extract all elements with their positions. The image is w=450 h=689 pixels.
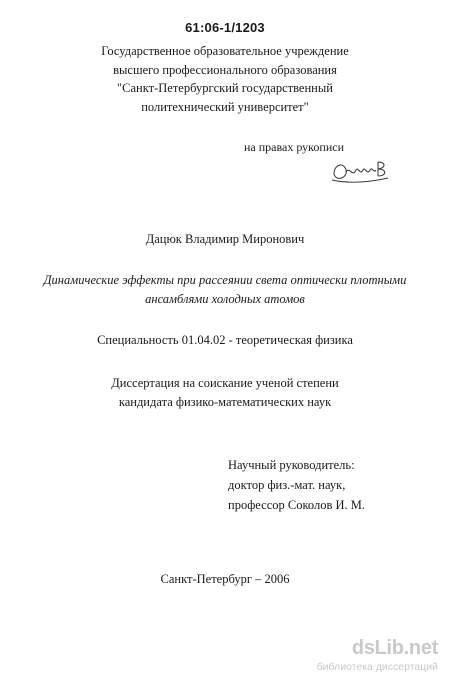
archive-stamp: 61:06-1/1203 bbox=[185, 20, 265, 35]
institution-line: высшего профессионального образования bbox=[113, 62, 337, 77]
dissertation-title bbox=[0, 271, 450, 308]
advisor-heading: Научный руководитель: bbox=[228, 458, 355, 472]
specialty-line: Специальность 01.04.02 - теоретическая физика bbox=[97, 333, 353, 347]
watermark-logo[interactable]: dsLib.net bbox=[351, 637, 438, 659]
title-line: Динамические эффекты при рассеянии света оптически плотными bbox=[43, 273, 407, 287]
institution-line: "Санкт-Петербургский государственный bbox=[117, 81, 333, 95]
author-name: Дацюк Владимир Миронович bbox=[145, 232, 305, 246]
dslib-watermark[interactable] bbox=[317, 637, 438, 673]
degree-block bbox=[0, 374, 450, 411]
handwritten-signature bbox=[330, 152, 390, 186]
institution-line: Государственное образовательное учреждение bbox=[101, 44, 349, 58]
watermark-subtitle: библиотека диссертаций bbox=[316, 661, 438, 673]
city-year: Санкт-Петербург – 2006 bbox=[160, 572, 290, 586]
advisor-block bbox=[228, 455, 365, 515]
institution-line: политехнический университет" bbox=[141, 99, 309, 114]
manuscript-rights-note: на правах рукописи bbox=[244, 140, 344, 154]
institution-block bbox=[0, 42, 450, 116]
title-line: ансамблями холодных атомов bbox=[145, 291, 305, 306]
advisor-name: профессор Соколов И. М. bbox=[228, 498, 366, 512]
degree-line: кандидата физико-математических наук bbox=[118, 394, 332, 409]
degree-line: Диссертация на соискание ученой степени bbox=[111, 376, 339, 390]
advisor-degree: доктор физ.-мат. наук, bbox=[228, 478, 346, 492]
